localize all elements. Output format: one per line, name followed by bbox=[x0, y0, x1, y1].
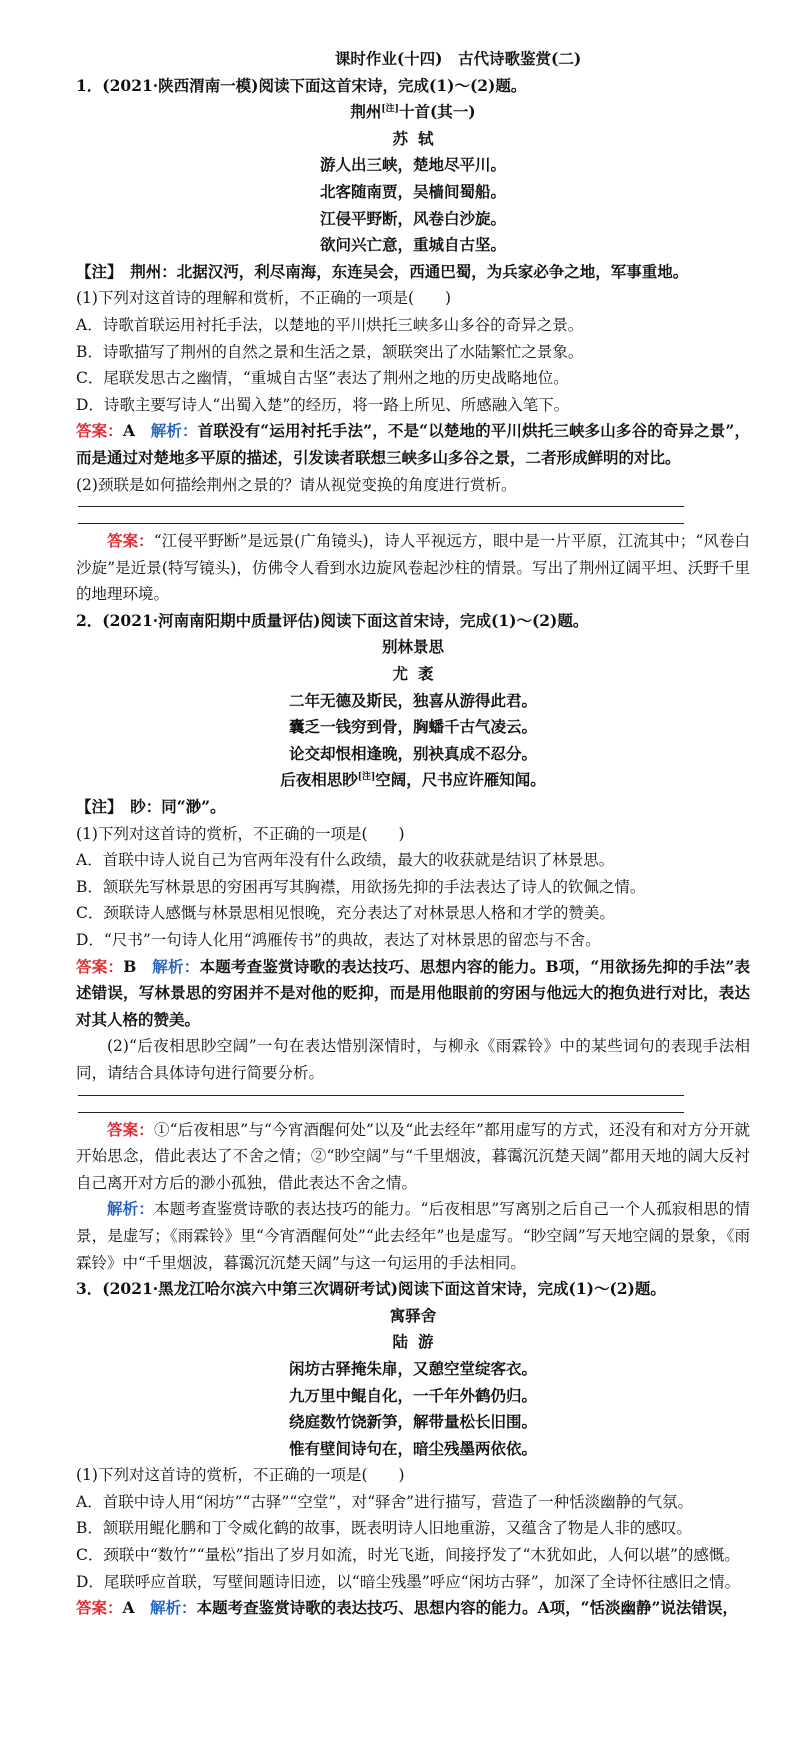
q1-sub2-answer: 答案：“江侵平野断”是远景(广角镜头)，诗人平视远方，眼中是一片平原，江流其中；“风卷白沙旋”是近景(特写镜头)，仿佛令人看到水边旋风卷起沙柱的情景。写出了荆州辽阔平坦、沃野千里的地理环境。 bbox=[76, 531, 750, 604]
q2-option-d: D．“尺书”一句诗人化用“鸿雁传书”的典故，表达了对林景思的留恋与不舍。 bbox=[76, 931, 601, 949]
q2-poem-author: 尤袤 bbox=[392, 664, 444, 684]
q2-note-marker: [注] bbox=[357, 772, 376, 783]
q2-sub1-answer: 答案：B 解析：本题考查鉴赏诗歌的表达技巧、思想内容的能力。B项，“用欲扬先抑的手法”表述错误，写林景思的穷困并不是对他的贬抑，而是用他眼前的穷困与他远大的抱负进行对比，表达对其人格的赞美。 bbox=[76, 956, 750, 1029]
q3-sub1-answer: 答案：A 解析：本题考查鉴赏诗歌的表达技巧、思想内容的能力。A项，“恬淡幽静”说法错误， bbox=[76, 1598, 738, 1618]
q2-option-a: A．首联中诗人说自己为官两年没有什么政绩，最大的收获就是结识了林景思。 bbox=[76, 851, 615, 870]
analysis-label: 解析： bbox=[107, 1199, 155, 1219]
q1-option-c: C．尾联发思古之幽情，“重城自古坚”表达了荆州之地的历史战略地位。 bbox=[76, 369, 569, 388]
q1-option-d: D．诗歌主要写诗人“出蜀入楚”的经历，将一路上所见、所感融入笔下。 bbox=[76, 395, 570, 414]
q1-sub1-answer: 答案：A 解析：首联没有“运用衬托手法”，不是“以楚地的平川烘托三峡多山多谷的奇异之景”，而是通过对楚地多平原的描述，引发读者联想三峡多山多谷之景，二者形成鲜明的对比。 bbox=[76, 421, 750, 467]
q3-poem-title: 寓驿舍 bbox=[389, 1305, 437, 1325]
q2-note: 【注】 眇：同“渺”。 bbox=[76, 797, 226, 817]
q1-poem-line: 游人出三峡，楚地尽平川。 bbox=[319, 155, 506, 175]
answer-label: 答案： bbox=[107, 531, 154, 551]
q2-poem-title: 别林景思 bbox=[381, 637, 444, 657]
answer-label: 答案： bbox=[107, 1119, 154, 1139]
q1-note-marker: [注] bbox=[381, 104, 399, 115]
q1-option-a: A．诗歌首联运用衬托手法，以楚地的平川烘托三峡多山多谷的奇异之景。 bbox=[76, 315, 584, 334]
q2-poem-line: 二年无德及斯民，独喜从游得此君。 bbox=[288, 690, 537, 710]
q2-option-b: B．颔联先写林景思的穷困再写其胸襟，用欲扬先抑的手法表达了诗人的钦佩之情。 bbox=[76, 877, 646, 896]
q3-intro: 3．(2021·黑龙江哈尔滨六中第三次调研考试)阅读下面这首宋诗，完成(1)～(2)题。 bbox=[76, 1279, 666, 1299]
q1-intro: 1．(2021·陕西渭南一模)阅读下面这首宋诗，完成(1)～(2)题。 bbox=[76, 75, 527, 95]
q1-sub1-question: (1)下列对这首诗的理解和赏析，不正确的一项是( ) bbox=[76, 289, 452, 308]
q1-poem-line: 江侵平野断，风卷白沙旋。 bbox=[319, 208, 506, 228]
q3-poem-line: 绕庭数竹饶新笋，解带量松长旧围。 bbox=[288, 1412, 537, 1432]
q2-sub2-question: (2)“后夜相思眇空阔”一句在表达惜别深情时，与柳永《雨霖铃》中的某些词句的表现手法相同，请结合具体诗句进行简要分析。 bbox=[76, 1037, 750, 1082]
answer-label: 答案： bbox=[76, 421, 123, 441]
q2-sub2-analysis: 解析：本题考查鉴赏诗歌的表达技巧的能力。“后夜相思”写离别之后自己一个人孤寂相思的情景，是虚写；《雨霖铃》里“今宵酒醒何处”“此去经年”也是虚写。“眇空阔”写天地空阔的景象，《雨霖铃》中“千里烟波，暮霭沉沉楚天阔”与这一句运用的手法相同。 bbox=[76, 1199, 750, 1272]
q2-poem-line: 囊乏一钱穷到骨，胸蟠千古气凌云。 bbox=[288, 717, 537, 737]
q3-poem-line: 闲坊古驿掩朱扉，又憩空堂绽客衣。 bbox=[288, 1358, 537, 1378]
q2-sub1-question: (1)下列对这首诗的赏析，不正确的一项是( ) bbox=[76, 824, 405, 843]
q1-note: 【注】 荆州：北据汉沔，利尽南海，东连吴会，西通巴蜀，为兵家必争之地，军事重地。 bbox=[76, 261, 689, 281]
q1-sub2-question: (2)颈联是如何描绘荆州之景的？请从视觉变换的角度进行赏析。 bbox=[76, 475, 517, 494]
answer-label: 答案： bbox=[76, 956, 124, 976]
q2-option-c: C．颈联诗人感慨与林景思相见恨晚，充分表达了对林景思人格和才学的赞美。 bbox=[76, 904, 615, 923]
q1-poem-title: 荆州[注]十首(其一) bbox=[350, 102, 476, 122]
q1-poem-author: 苏轼 bbox=[392, 128, 444, 148]
analysis-label: 解析： bbox=[150, 421, 198, 441]
analysis-label: 解析： bbox=[152, 956, 200, 976]
q3-sub1-question: (1)下列对这首诗的赏析，不正确的一项是( ) bbox=[76, 1466, 405, 1485]
q3-option-b: B．颔联用鲲化鹏和丁令威化鹤的故事，既表明诗人旧地重游，又蕴含了物是人非的感叹。 bbox=[76, 1519, 692, 1538]
analysis-label: 解析： bbox=[150, 1598, 197, 1618]
q3-option-c: C．颈联中“数竹”“量松”指出了岁月如流，时光飞逝，间接抒发了“木犹如此，人何以堪”的感慨。 bbox=[76, 1546, 740, 1565]
q2-intro: 2．(2021·河南南阳期中质量评估)阅读下面这首宋诗，完成(1)～(2)题。 bbox=[76, 610, 589, 630]
q3-poem-line: 惟有壁间诗句在，暗尘残墨两依依。 bbox=[288, 1438, 537, 1458]
q3-poem-author: 陆游 bbox=[392, 1332, 444, 1352]
answer-label: 答案： bbox=[76, 1598, 123, 1618]
page-title: 课时作业(十四) 古代诗歌鉴赏(二) bbox=[334, 49, 582, 68]
q2-poem-line: 论交却恨相逢晚，别袂真成不忍分。 bbox=[288, 743, 537, 763]
q2-sub2-answer: 答案：①“后夜相思”与“今宵酒醒何处”以及“此去经年”都用虚写的方式，还没有和对方分开就开始思念，借此表达了不舍之情；②“眇空阔”与“千里烟波，暮霭沉沉楚天阔”都用天地的阔大反衬自己离开对方后的渺小孤独，借此表达不舍之情。 bbox=[76, 1119, 750, 1192]
q2-poem-line: 后夜相思眇[注]空阔，尺书应许雁知闻。 bbox=[280, 770, 546, 790]
q3-poem-line: 九万里中鲲自化，一千年外鹤仍归。 bbox=[288, 1385, 537, 1405]
q1-poem-line: 北客随南贾，吴樯间蜀船。 bbox=[319, 181, 506, 201]
q1-poem-line: 欲问兴亡意，重城自古坚。 bbox=[319, 235, 506, 255]
q1-option-b: B．诗歌描写了荆州的自然之景和生活之景，颔联突出了水陆繁忙之景象。 bbox=[76, 342, 584, 361]
q3-option-d: D．尾联呼应首联，写壁间题诗旧迹，以“暗尘残墨”呼应“闲坊古驿”，加深了全诗怀往感旧之情。 bbox=[76, 1572, 741, 1591]
q3-option-a: A．首联中诗人用“闲坊”“古驿”“空堂”，对“驿舍”进行描写，营造了一种恬淡幽静的气氛。 bbox=[76, 1492, 694, 1511]
